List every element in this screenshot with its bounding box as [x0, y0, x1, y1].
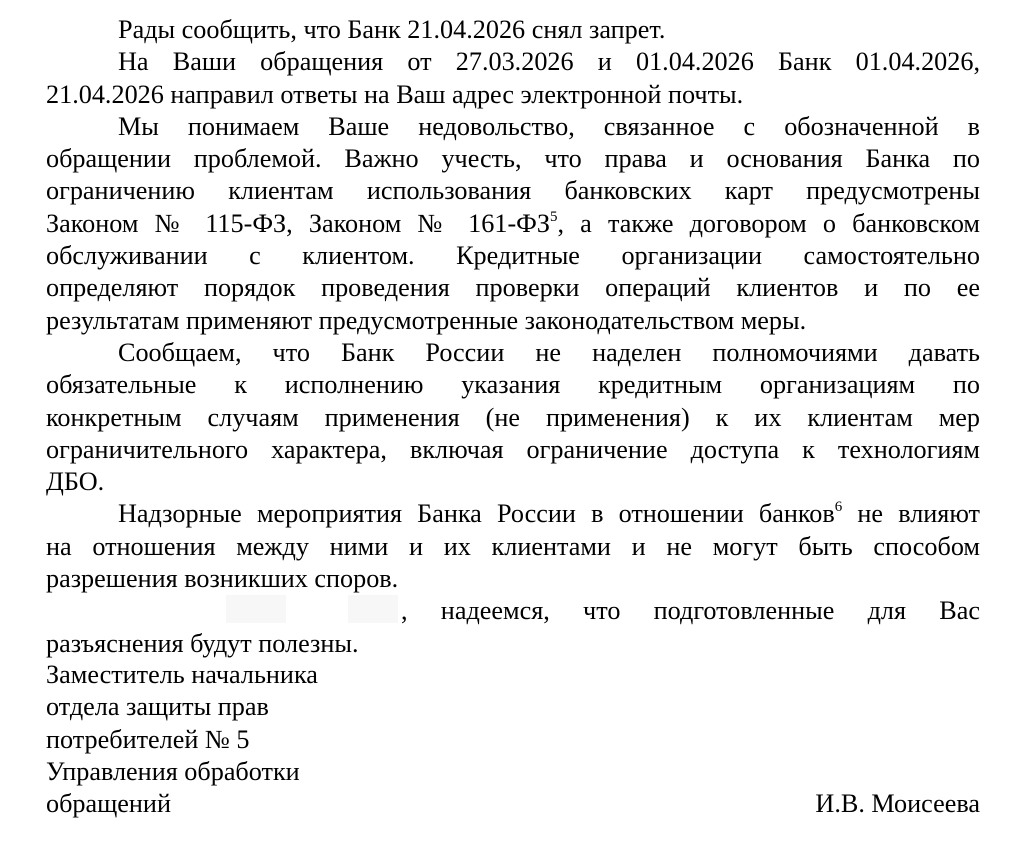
paragraph-responses-sent	[46, 46, 980, 111]
text-line: Мы понимаем Ваше недовольство, связанное с обозначенной в	[118, 111, 980, 141]
signer-name: И.В. Моисеева	[815, 789, 980, 818]
footnote-marker-6: 6	[834, 499, 843, 516]
text-line: обязательные к исполнению указания кредитным организациям по	[46, 370, 980, 400]
text-segment: Надзорные мероприятия Банка России в отношении банков	[118, 499, 835, 529]
redaction-block	[226, 595, 286, 623]
signer-position-line: потребителей № 5	[46, 724, 250, 754]
text-segment: , надеемся, что подготовленные для Вас	[401, 596, 980, 626]
signer-position-line: отдела защиты прав	[46, 692, 269, 722]
text-line-redacted	[46, 595, 980, 627]
signer-position-line: Заместитель начальника	[46, 660, 318, 689]
text-line: ограничению клиентам использования банковских карт предусмотрены	[46, 176, 980, 206]
text-line: Рады сообщить, что Банк 21.04.2026 снял запрет.	[118, 15, 666, 44]
text-line: результатам применяют предусмотренные законодательством меры.	[46, 305, 807, 335]
footnote-marker-5: 5	[549, 208, 558, 225]
text-line: конкретным случаям применения (не применения) к их клиентам мер	[46, 402, 980, 432]
signature-block	[46, 659, 980, 820]
text-line: ДБО.	[46, 467, 105, 497]
text-line-with-footnote	[46, 208, 980, 240]
text-line: ограничительного характера, включая ограничение доступа к технологиям	[46, 434, 980, 464]
signer-position-line: Управления обработки	[46, 756, 300, 786]
paragraph-supervisory-measures	[46, 498, 980, 595]
text-line: Сообщаем, что Банк России не наделен полномочиями давать	[118, 337, 980, 367]
text-line: 21.04.2026 направил ответы на Ваш адрес электронной почты.	[46, 79, 744, 109]
text-line: обслуживании с клиентом. Кредитные организации самостоятельно	[46, 241, 980, 271]
text-line: обращении проблемой. Важно учесть, что права и основания Банка по	[46, 144, 980, 174]
text-segment: не влияют	[842, 499, 980, 529]
text-line: определяют порядок проведения проверки операций клиентов и по ее	[46, 273, 980, 303]
paragraph-bank-of-russia-powers	[46, 337, 980, 498]
text-segment: , а также договором о банковском	[557, 208, 980, 238]
text-segment: Законом № 115-ФЗ, Законом № 161-ФЗ	[46, 208, 550, 238]
letter-body	[46, 14, 980, 660]
signer-position-line: обращений	[46, 789, 171, 819]
paragraph-bank-rights	[46, 111, 980, 337]
text-line: на отношения между ними и их клиентами и не могут быть способом	[46, 531, 980, 561]
paragraph-ban-lifted	[46, 14, 980, 46]
text-line: разрешения возникших споров.	[46, 564, 399, 594]
text-line: На Ваши обращения от 27.03.2026 и 01.04.2026 Банк 01.04.2026,	[118, 47, 980, 77]
text-line: разъяснения будут полезны.	[46, 628, 359, 658]
redaction-block	[348, 595, 398, 623]
paragraph-closing	[46, 595, 980, 660]
text-line-with-footnote	[46, 498, 980, 530]
